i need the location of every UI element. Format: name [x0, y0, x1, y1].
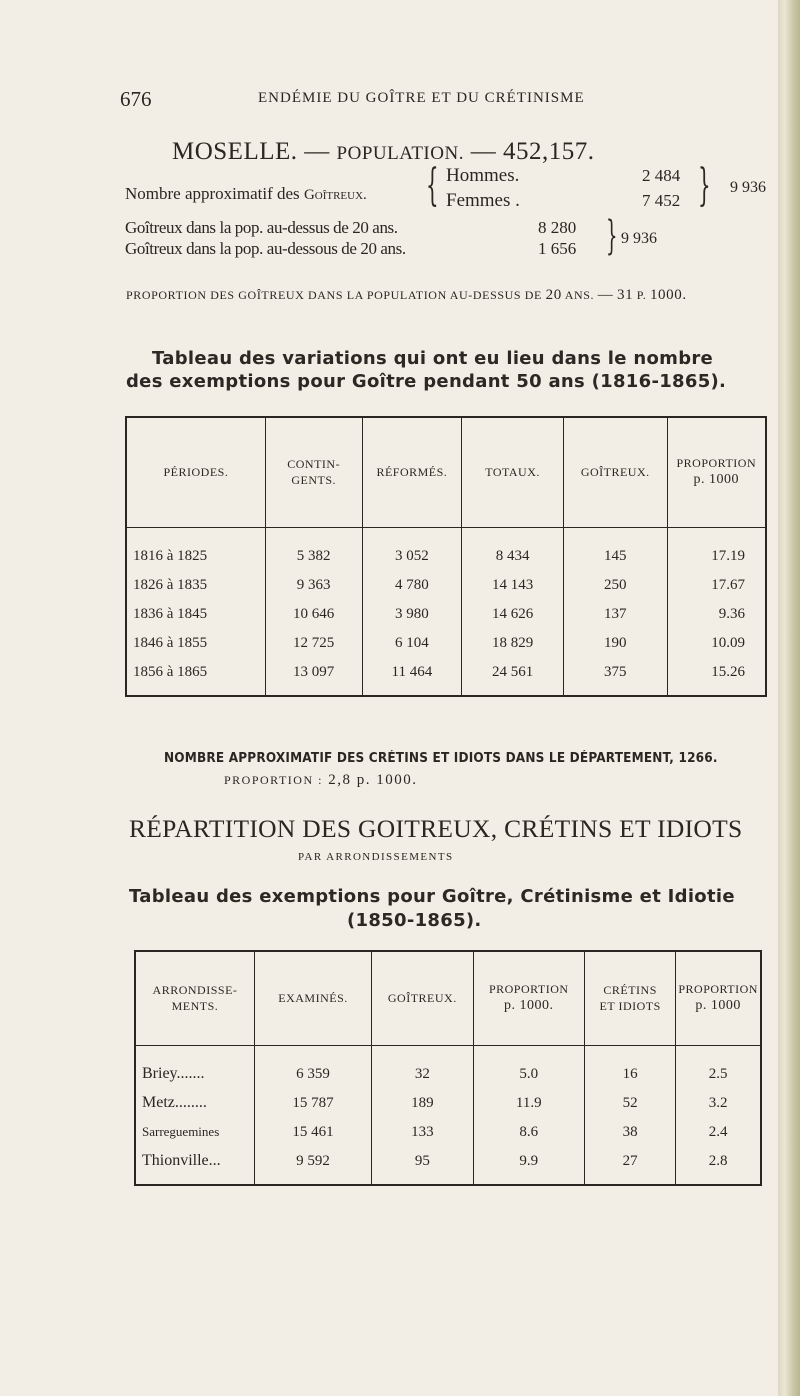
page-edge-binding	[778, 0, 800, 1396]
table1-title-line1: Tableau des variations qui ont eu lieu dans le nombre	[152, 348, 714, 369]
table-row: 1836 à 1845 10 646 3 980 14 626 137 9.36	[126, 600, 766, 629]
header-proportion: PROPORTION p. 1000	[667, 417, 766, 527]
below20-label: Goîtreux dans la pop. au-dessous de 20 ans.	[125, 239, 406, 258]
header-totaux: TOTAUX.	[462, 417, 564, 527]
goitreux-label: Nombre approximatif des Goîtreux.	[125, 184, 367, 203]
header-periodes: PÉRIODES.	[126, 417, 265, 527]
cretins-proportion-note: PROPORTION : 2,8 p. 1000.	[224, 772, 418, 788]
table2-header-row	[135, 951, 761, 1045]
repartition-title: RÉPARTITION DES GOITREUX, CRÉTINS ET IDIOTS	[129, 814, 743, 843]
table-row: 1816 à 1825 5 382 3 052 8 434 145 17.19	[126, 542, 766, 571]
proportion-line: PROPORTION DES GOÎTREUX DANS LA POPULATION AU-DESSUS DE 20 ANS. — 31 P. 1000.	[126, 287, 687, 303]
table-row: 1856 à 1865 13 097 11 464 24 561 375 15.26	[126, 658, 766, 687]
hommes-label: Hommes.	[446, 165, 520, 186]
header-proportion-goitreux: PROPORTION p. 1000.	[473, 951, 584, 1045]
header-goitreux: GOÎTREUX.	[372, 951, 473, 1045]
femmes-label: Femmes .	[446, 190, 520, 211]
below20-value: 1 656	[538, 239, 577, 258]
header-reformes: RÉFORMÉS.	[362, 417, 462, 527]
header-cretins: CRÉTINS ET IDIOTS	[584, 951, 675, 1045]
population-label: POPULATION.	[336, 143, 464, 164]
right-brace-age: }	[606, 213, 618, 259]
page-number: 676	[120, 87, 152, 111]
running-title: ENDÉMIE DU GOÎTRE ET DU CRÉTINISME	[258, 90, 585, 106]
header-arrondissements: ARRONDISSE- MENTS.	[135, 951, 254, 1045]
right-brace: }	[698, 160, 711, 211]
table1-title-line2: des exemptions pour Goître pendant 50 ans (1816-1865).	[126, 371, 727, 392]
above20-label: Goîtreux dans la pop. au-dessus de 20 ans.	[125, 218, 398, 237]
hommes-value: 2 484	[642, 166, 681, 185]
table-row: Metz........ 15 787 189 11.9 52 3.2	[135, 1089, 761, 1118]
table2-title-line1: Tableau des exemptions pour Goître, Crétinisme et Idiotie	[129, 886, 735, 907]
population-value: 452,157.	[502, 138, 595, 165]
table1-header-row	[126, 417, 766, 527]
department-name: MOSELLE.	[172, 138, 298, 165]
repartition-subtitle: PAR ARRONDISSEMENTS	[298, 851, 454, 863]
header-examines: EXAMINÉS.	[254, 951, 371, 1045]
above20-value: 8 280	[538, 218, 577, 237]
cretins-count-note: NOMBRE APPROXIMATIF DES CRÉTINS ET IDIOTS DANS LE DÉPARTEMENT, 1266.	[164, 751, 718, 766]
left-brace: {	[426, 160, 439, 211]
sex-total: 9 936	[730, 179, 766, 196]
arrondissements-table-1850-1865	[134, 950, 762, 1186]
table-row: Thionville... 9 592 95 9.9 27 2.8	[135, 1147, 761, 1176]
table2-title-line2: (1850-1865).	[347, 910, 482, 931]
department-heading: MOSELLE. — POPULATION. — 452,157.	[172, 138, 595, 165]
table-row: 1846 à 1855 12 725 6 104 18 829 190 10.09	[126, 629, 766, 658]
femmes-value: 7 452	[642, 191, 681, 210]
table-row: 1826 à 1835 9 363 4 780 14 143 250 17.67	[126, 571, 766, 600]
table-row: Briey....... 6 359 32 5.0 16 2.5	[135, 1060, 761, 1089]
table-row: Sarreguemines 15 461 133 8.6 38 2.4	[135, 1118, 761, 1147]
header-goitreux: GOÎTREUX.	[563, 417, 667, 527]
header-proportion-cretins: PROPORTION p. 1000	[676, 951, 761, 1045]
exemptions-table-1816-1865	[125, 416, 767, 697]
header-contingents: CONTIN- GENTS.	[265, 417, 362, 527]
age-total: 9 936	[621, 230, 657, 247]
